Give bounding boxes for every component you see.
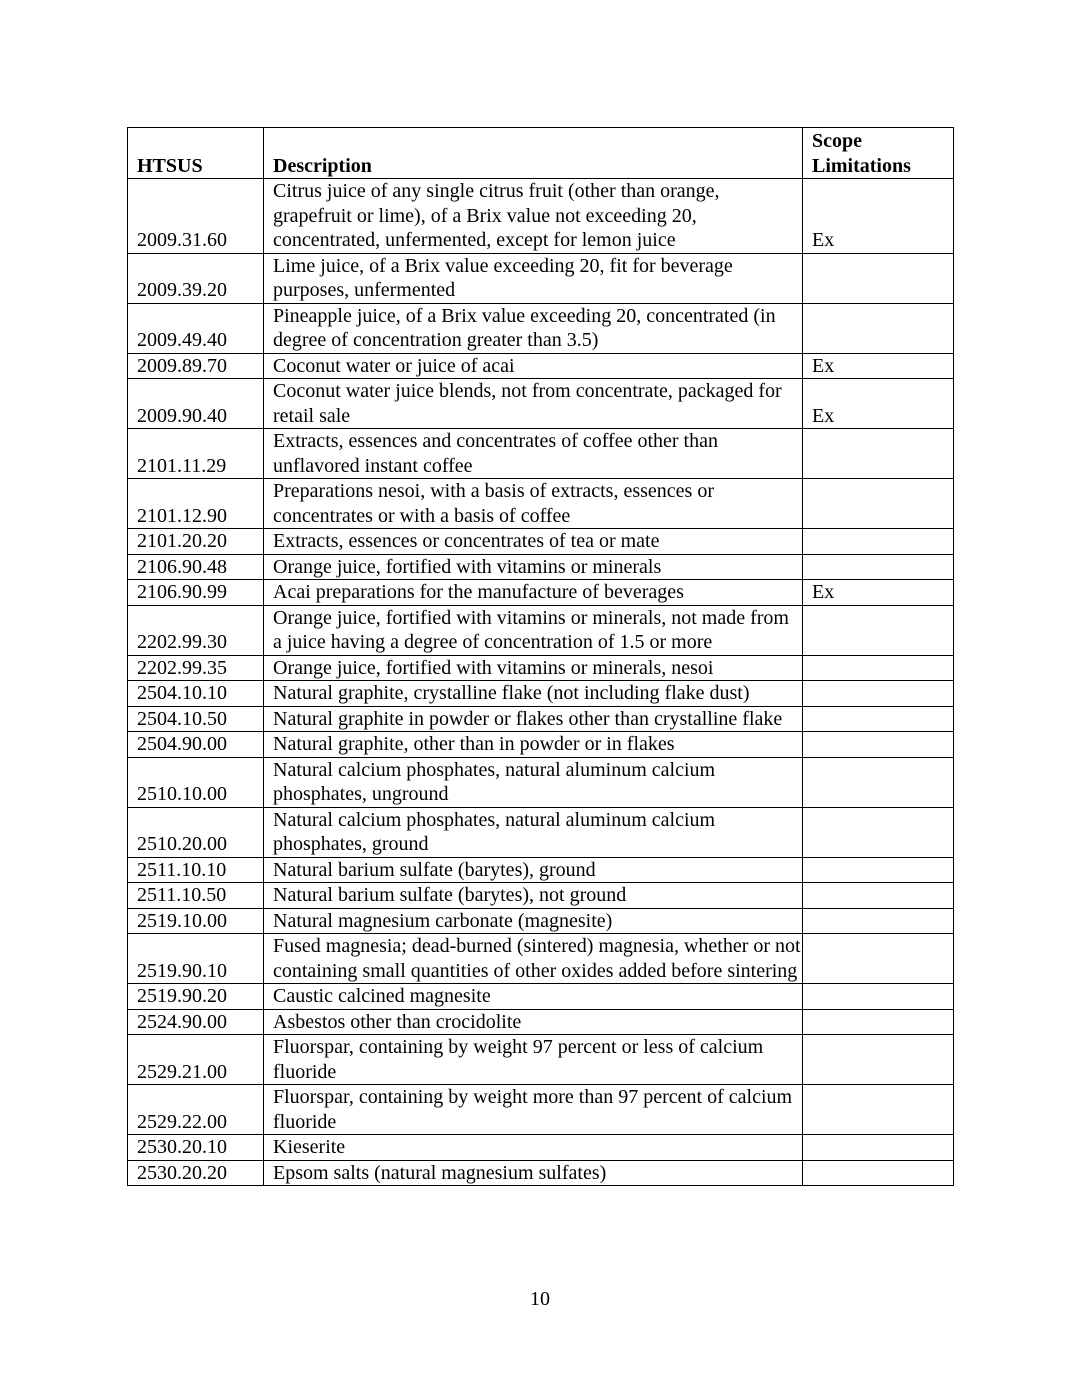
table-row [128, 353, 954, 379]
description-cell: Natural graphite in powder or flakes other than crystalline flake [264, 706, 803, 732]
table-row [128, 479, 954, 529]
htsus-code-cell: 2009.49.40 [128, 303, 264, 353]
description-cell: Extracts, essences and concentrates of coffee other than unflavored instant coffee [264, 429, 803, 479]
table-row [128, 857, 954, 883]
scope-cell [803, 908, 954, 934]
htsus-code-cell: 2519.90.20 [128, 984, 264, 1010]
htsus-code-cell: 2530.20.10 [128, 1135, 264, 1161]
page-number: 10 [530, 1288, 550, 1310]
table-header-row [128, 128, 954, 179]
table-row [128, 984, 954, 1010]
table-row [128, 706, 954, 732]
scope-cell [803, 984, 954, 1010]
htsus-code-cell: 2101.12.90 [128, 479, 264, 529]
description-cell: Coconut water juice blends, not from concentrate, packaged for retail sale [264, 379, 803, 429]
table-row [128, 681, 954, 707]
scope-cell: Ex [803, 179, 954, 254]
scope-cell [803, 883, 954, 909]
htsus-code-cell: 2101.20.20 [128, 529, 264, 555]
scope-cell [803, 757, 954, 807]
scope-cell [803, 732, 954, 758]
table-row [128, 303, 954, 353]
htsus-code-cell: 2504.10.10 [128, 681, 264, 707]
scope-cell [803, 554, 954, 580]
htsus-code-cell: 2009.39.20 [128, 253, 264, 303]
table-row [128, 757, 954, 807]
table-row [128, 1085, 954, 1135]
scope-cell [803, 529, 954, 555]
table-row [128, 732, 954, 758]
description-cell: Fluorspar, containing by weight 97 percent or less of calcium fluoride [264, 1035, 803, 1085]
htsus-code-cell: 2106.90.99 [128, 580, 264, 606]
table-row [128, 580, 954, 606]
description-cell: Coconut water or juice of acai [264, 353, 803, 379]
scope-cell [803, 429, 954, 479]
htsus-code-cell: 2511.10.50 [128, 883, 264, 909]
description-cell: Orange juice, fortified with vitamins or minerals [264, 554, 803, 580]
table-row [128, 655, 954, 681]
scope-limitations-column-header [803, 128, 954, 179]
description-cell: Natural calcium phosphates, natural aluminum calcium phosphates, ground [264, 807, 803, 857]
scope-cell [803, 1009, 954, 1035]
table-row [128, 179, 954, 254]
htsus-code-cell: 2510.20.00 [128, 807, 264, 857]
htsus-code-cell: 2504.90.00 [128, 732, 264, 758]
htsus-code-cell: 2529.22.00 [128, 1085, 264, 1135]
htsus-column-header: HTSUS [128, 128, 264, 179]
htsus-code-cell: 2519.10.00 [128, 908, 264, 934]
table-row [128, 1135, 954, 1161]
description-cell: Extracts, essences or concentrates of tea or mate [264, 529, 803, 555]
description-cell: Citrus juice of any single citrus fruit (other than orange, grapefruit or lime), of a Brix value not exceeding 20, concentrated, unfermented, except for lemon juice [264, 179, 803, 254]
table-row [128, 429, 954, 479]
table-row [128, 379, 954, 429]
htsus-code-cell: 2524.90.00 [128, 1009, 264, 1035]
table-row [128, 1009, 954, 1035]
scope-cell [803, 857, 954, 883]
htsus-code-cell: 2510.10.00 [128, 757, 264, 807]
htsus-code-cell: 2529.21.00 [128, 1035, 264, 1085]
scope-cell [803, 1035, 954, 1085]
scope-cell: Ex [803, 379, 954, 429]
htsus-code-cell: 2202.99.30 [128, 605, 264, 655]
table-body [128, 179, 954, 1186]
htsus-code-cell: 2511.10.10 [128, 857, 264, 883]
description-cell: Pineapple juice, of a Brix value exceeding 20, concentrated (in degree of concentration greater than 3.5) [264, 303, 803, 353]
scope-cell [803, 807, 954, 857]
table-row [128, 253, 954, 303]
htsus-code-cell: 2009.89.70 [128, 353, 264, 379]
table-row [128, 807, 954, 857]
scope-cell: Ex [803, 580, 954, 606]
htsus-code-cell: 2101.11.29 [128, 429, 264, 479]
description-cell: Preparations nesoi, with a basis of extracts, essences or concentrates or with a basis of coffee [264, 479, 803, 529]
scope-cell [803, 1160, 954, 1186]
description-cell: Natural graphite, other than in powder or in flakes [264, 732, 803, 758]
description-cell: Natural barium sulfate (barytes), not ground [264, 883, 803, 909]
scope-cell [803, 303, 954, 353]
scope-header-line2: Limitations [812, 154, 911, 177]
scope-cell [803, 479, 954, 529]
description-cell: Kieserite [264, 1135, 803, 1161]
description-cell: Caustic calcined magnesite [264, 984, 803, 1010]
description-cell: Fluorspar, containing by weight more than 97 percent of calcium fluoride [264, 1085, 803, 1135]
description-cell: Natural barium sulfate (barytes), ground [264, 857, 803, 883]
description-cell: Natural magnesium carbonate (magnesite) [264, 908, 803, 934]
htsus-code-cell: 2504.10.50 [128, 706, 264, 732]
description-cell: Orange juice, fortified with vitamins or minerals, not made from a juice having a degree of concentration of 1.5 or more [264, 605, 803, 655]
scope-cell [803, 706, 954, 732]
htsus-code-cell: 2106.90.48 [128, 554, 264, 580]
scope-cell [803, 253, 954, 303]
scope-cell [803, 605, 954, 655]
scope-cell [803, 681, 954, 707]
htsus-code-cell: 2202.99.35 [128, 655, 264, 681]
description-cell: Orange juice, fortified with vitamins or minerals, nesoi [264, 655, 803, 681]
description-column-header: Description [264, 128, 803, 179]
table-row [128, 529, 954, 555]
scope-cell [803, 934, 954, 984]
scope-header-line1: Scope [812, 130, 862, 152]
description-cell: Natural calcium phosphates, natural aluminum calcium phosphates, unground [264, 757, 803, 807]
scope-cell [803, 1135, 954, 1161]
scope-cell [803, 655, 954, 681]
htsus-table [127, 127, 954, 1186]
htsus-code-cell: 2009.31.60 [128, 179, 264, 254]
htsus-code-cell: 2530.20.20 [128, 1160, 264, 1186]
description-cell: Epsom salts (natural magnesium sulfates) [264, 1160, 803, 1186]
description-cell: Lime juice, of a Brix value exceeding 20, fit for beverage purposes, unfermented [264, 253, 803, 303]
scope-cell: Ex [803, 353, 954, 379]
table-row [128, 554, 954, 580]
table-row [128, 1160, 954, 1186]
description-cell: Acai preparations for the manufacture of beverages [264, 580, 803, 606]
scope-cell [803, 1085, 954, 1135]
description-cell: Fused magnesia; dead-burned (sintered) magnesia, whether or not containing small quantities of other oxides added before sintering [264, 934, 803, 984]
table-row [128, 934, 954, 984]
table-row [128, 1035, 954, 1085]
description-cell: Natural graphite, crystalline flake (not including flake dust) [264, 681, 803, 707]
table-row [128, 908, 954, 934]
table-row [128, 883, 954, 909]
description-cell: Asbestos other than crocidolite [264, 1009, 803, 1035]
htsus-code-cell: 2519.90.10 [128, 934, 264, 984]
table-row [128, 605, 954, 655]
htsus-code-cell: 2009.90.40 [128, 379, 264, 429]
